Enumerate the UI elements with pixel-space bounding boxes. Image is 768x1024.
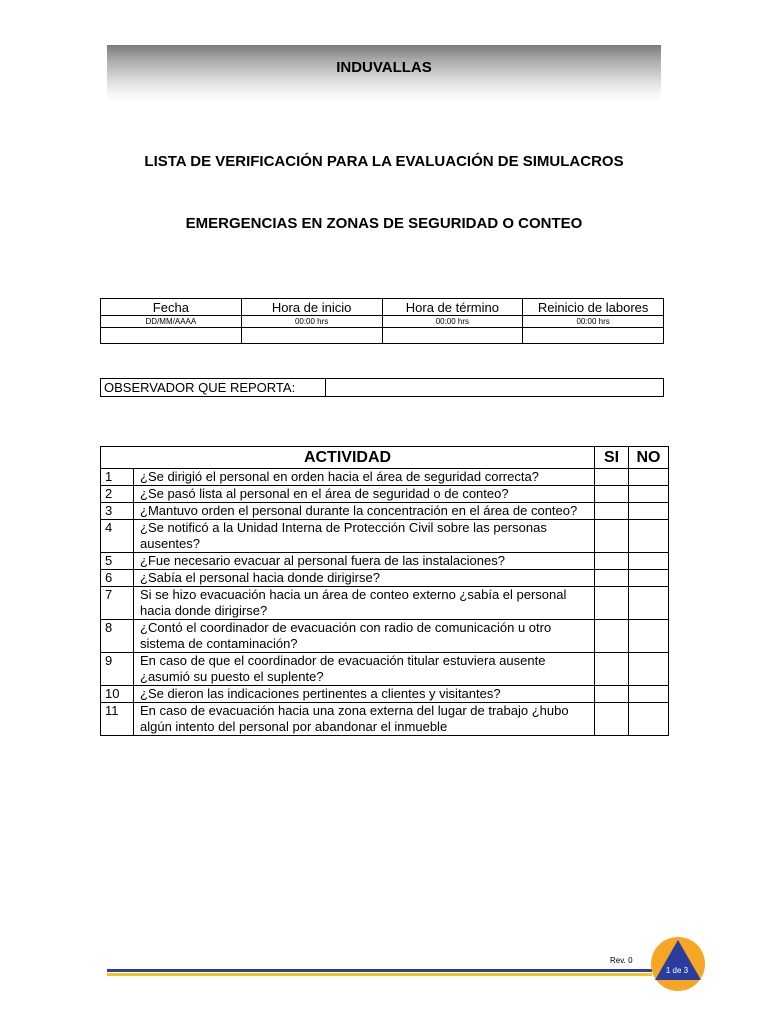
activity-number: 8 [101,620,134,653]
activity-row [101,520,669,553]
no-checkbox-cell[interactable] [629,570,669,587]
activity-text: ¿Contó el coordinador de evacuación con radio de comunicación u otro sistema de contaminación? [134,620,595,653]
activity-text: ¿Mantuvo orden el personal durante la concentración en el área de conteo? [134,503,595,520]
activity-row [101,503,669,520]
activity-number: 1 [101,469,134,486]
yes-checkbox-cell[interactable] [595,620,629,653]
activity-number: 7 [101,587,134,620]
activity-text: En caso de que el coordinador de evacuación titular estuviera ausente ¿asumió su puesto el suplente? [134,653,595,686]
date-header: Fecha [101,299,242,316]
resume-work-header: Reinicio de labores [523,299,664,316]
no-header: NO [629,447,669,469]
header-band [107,45,661,103]
yes-checkbox-cell[interactable] [595,503,629,520]
activity-number: 4 [101,520,134,553]
activity-row [101,620,669,653]
activity-row [101,469,669,486]
end-time-format: 00:00 hrs [382,316,523,328]
no-checkbox-cell[interactable] [629,553,669,570]
observer-table [100,378,664,397]
date-format: DD/MM/AAAA [101,316,242,328]
yes-checkbox-cell[interactable] [595,653,629,686]
activity-number: 10 [101,686,134,703]
activity-table [100,446,669,736]
yes-header: SI [595,447,629,469]
activity-text: En caso de evacuación hacia una zona externa del lugar de trabajo ¿hubo algún intento del personal por abandonar el inmueble [134,703,595,736]
activity-number: 3 [101,503,134,520]
no-checkbox-cell[interactable] [629,587,669,620]
activity-text: ¿Se notificó a la Unidad Interna de Protección Civil sobre las personas ausentes? [134,520,595,553]
no-checkbox-cell[interactable] [629,520,669,553]
info-table [100,298,664,344]
activity-text: ¿Se dieron las indicaciones pertinentes a clientes y visitantes? [134,686,595,703]
no-checkbox-cell[interactable] [629,469,669,486]
no-checkbox-cell[interactable] [629,686,669,703]
yes-checkbox-cell[interactable] [595,486,629,503]
yes-checkbox-cell[interactable] [595,686,629,703]
activity-row [101,587,669,620]
yes-checkbox-cell[interactable] [595,520,629,553]
resume-work-field[interactable] [523,328,664,344]
activity-text: ¿Se dirigió el personal en orden hacia el área de seguridad correcta? [134,469,595,486]
activity-header: ACTIVIDAD [101,447,595,469]
revision-label: Rev. 0 [610,956,633,965]
footer-line-blue [107,969,652,972]
yes-checkbox-cell[interactable] [595,553,629,570]
civil-protection-triangle-icon [650,936,706,992]
company-name: INDUVALLAS [336,59,432,76]
observer-field[interactable] [326,379,664,397]
observer-label: OBSERVADOR QUE REPORTA: [101,379,326,397]
activity-row [101,486,669,503]
activity-number: 2 [101,486,134,503]
activity-rows [101,469,669,736]
document-subtitle: EMERGENCIAS EN ZONAS DE SEGURIDAD O CONTEO [185,215,583,232]
activity-row [101,703,669,736]
yes-checkbox-cell[interactable] [595,703,629,736]
date-field[interactable] [101,328,242,344]
activity-row [101,653,669,686]
no-checkbox-cell[interactable] [629,620,669,653]
activity-number: 9 [101,653,134,686]
activity-text: ¿Fue necesario evacuar al personal fuera de las instalaciones? [134,553,595,570]
activity-text: Si se hizo evacuación hacia un área de conteo externo ¿sabía el personal hacia donde dirigirse? [134,587,595,620]
activity-text: ¿Se pasó lista al personal en el área de seguridad o de conteo? [134,486,595,503]
page-number: 1 de 3 [665,966,689,975]
no-checkbox-cell[interactable] [629,503,669,520]
yes-checkbox-cell[interactable] [595,587,629,620]
yes-checkbox-cell[interactable] [595,469,629,486]
activity-number: 11 [101,703,134,736]
no-checkbox-cell[interactable] [629,486,669,503]
end-time-header: Hora de término [382,299,523,316]
end-time-field[interactable] [382,328,523,344]
activity-row [101,553,669,570]
activity-row [101,686,669,703]
start-time-format: 00:00 hrs [241,316,382,328]
activity-number: 6 [101,570,134,587]
footer-line-yellow [107,973,652,976]
activity-row [101,570,669,587]
yes-checkbox-cell[interactable] [595,570,629,587]
start-time-field[interactable] [241,328,382,344]
no-checkbox-cell[interactable] [629,653,669,686]
activity-number: 5 [101,553,134,570]
start-time-header: Hora de inicio [241,299,382,316]
no-checkbox-cell[interactable] [629,703,669,736]
resume-work-format: 00:00 hrs [523,316,664,328]
activity-text: ¿Sabía el personal hacia donde dirigirse? [134,570,595,587]
document-title: LISTA DE VERIFICACIÓN PARA LA EVALUACIÓN DE SIMULACROS [144,153,624,170]
